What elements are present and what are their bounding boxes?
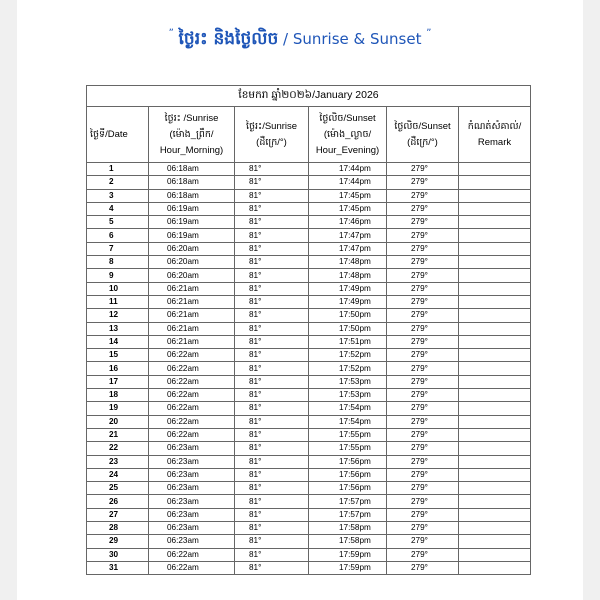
remark-cell [459, 548, 531, 561]
sunset-time-cell: 17:56pm [309, 468, 387, 481]
sunset-time-cell: 17:48pm [309, 256, 387, 269]
sunset-degree-cell: 279° [387, 455, 459, 468]
sunrise-degree-cell: 81° [235, 428, 309, 441]
sunrise-degree-cell: 81° [235, 282, 309, 295]
month-header: ខែមករា ឆ្នាំ២០២៦/January 2026 [87, 86, 531, 107]
date-cell: 17 [87, 375, 149, 388]
sunrise-time-cell: 06:23am [149, 442, 235, 455]
sunset-degree-cell: 279° [387, 322, 459, 335]
sunset-time-cell: 17:51pm [309, 335, 387, 348]
sunrise-degree-cell: 81° [235, 482, 309, 495]
date-cell: 12 [87, 309, 149, 322]
header-line: (ម៉ោង_ព្រឹក/ [169, 128, 214, 140]
table-row [87, 389, 531, 402]
sunrise-time-cell: 06:23am [149, 508, 235, 521]
table-row [87, 335, 531, 348]
header-line: ថ្ងៃរះ /Sunrise [164, 112, 219, 124]
table-row [87, 256, 531, 269]
sunrise-time-cell: 06:23am [149, 495, 235, 508]
header-line: ថ្ងៃលិច/Sunset [394, 120, 451, 132]
table-row [87, 495, 531, 508]
column-headers [87, 107, 531, 163]
date-cell: 3 [87, 189, 149, 202]
date-cell: 25 [87, 482, 149, 495]
header-line: ថ្ងៃលិច/Sunset [319, 112, 376, 124]
table-row [87, 548, 531, 561]
table-row [87, 522, 531, 535]
sunrise-degree-cell: 81° [235, 163, 309, 176]
date-cell: 20 [87, 415, 149, 428]
header-line: ថ្ងៃរះ/Sunrise [245, 120, 298, 132]
remark-cell [459, 561, 531, 574]
col-header-remark [459, 107, 531, 163]
date-cell: 4 [87, 202, 149, 215]
sunrise-degree-cell: 81° [235, 349, 309, 362]
sunrise-degree-cell: 81° [235, 561, 309, 574]
sunrise-time-cell: 06:23am [149, 535, 235, 548]
table-row [87, 455, 531, 468]
sunset-degree-cell: 279° [387, 242, 459, 255]
remark-cell [459, 495, 531, 508]
sunrise-time-cell: 06:23am [149, 482, 235, 495]
remark-cell [459, 468, 531, 481]
sunset-time-cell: 17:52pm [309, 349, 387, 362]
remark-cell [459, 295, 531, 308]
remark-cell [459, 256, 531, 269]
date-cell: 11 [87, 295, 149, 308]
sunset-time-cell: 17:46pm [309, 216, 387, 229]
date-cell: 22 [87, 442, 149, 455]
sunset-degree-cell: 279° [387, 269, 459, 282]
sunrise-time-cell: 06:23am [149, 522, 235, 535]
date-cell: 15 [87, 349, 149, 362]
sunset-time-cell: 17:50pm [309, 322, 387, 335]
sunrise-degree-cell: 81° [235, 522, 309, 535]
sunrise-degree-cell: 81° [235, 256, 309, 269]
table-row [87, 322, 531, 335]
sunrise-time-cell: 06:20am [149, 269, 235, 282]
sunrise-degree-cell: 81° [235, 295, 309, 308]
sunset-degree-cell: 279° [387, 282, 459, 295]
sunset-time-cell: 17:53pm [309, 389, 387, 402]
remark-cell [459, 362, 531, 375]
date-cell: 23 [87, 455, 149, 468]
remark-cell [459, 349, 531, 362]
table-row [87, 242, 531, 255]
sunrise-degree-cell: 81° [235, 216, 309, 229]
sunrise-time-cell: 06:19am [149, 216, 235, 229]
sunset-time-cell: 17:59pm [309, 548, 387, 561]
table-row [87, 309, 531, 322]
date-cell: 26 [87, 495, 149, 508]
sunrise-degree-cell: 81° [235, 242, 309, 255]
sunrise-time-cell: 06:22am [149, 548, 235, 561]
remark-cell [459, 229, 531, 242]
sunset-time-cell: 17:49pm [309, 282, 387, 295]
header-line: Hour_Evening) [315, 144, 380, 156]
date-cell: 6 [87, 229, 149, 242]
date-cell: 2 [87, 176, 149, 189]
sunset-degree-cell: 279° [387, 428, 459, 441]
table-row [87, 362, 531, 375]
date-cell: 29 [87, 535, 149, 548]
sunset-degree-cell: 279° [387, 522, 459, 535]
table-row [87, 561, 531, 574]
sunrise-degree-cell: 81° [235, 495, 309, 508]
sunrise-time-cell: 06:21am [149, 295, 235, 308]
sunset-time-cell: 17:55pm [309, 442, 387, 455]
table-row [87, 176, 531, 189]
table-row [87, 295, 531, 308]
date-cell: 1 [87, 163, 149, 176]
remark-cell [459, 163, 531, 176]
sunset-degree-cell: 279° [387, 482, 459, 495]
document-page [17, 0, 583, 600]
date-cell: 28 [87, 522, 149, 535]
header-line: Remark [477, 136, 512, 148]
sunset-time-cell: 17:47pm [309, 242, 387, 255]
col-header-sunrise-time [149, 107, 235, 163]
sun-times-table [86, 85, 531, 575]
sunset-degree-cell: 279° [387, 349, 459, 362]
date-cell: 9 [87, 269, 149, 282]
sunrise-time-cell: 06:23am [149, 468, 235, 481]
sunset-degree-cell: 279° [387, 163, 459, 176]
sunrise-degree-cell: 81° [235, 389, 309, 402]
sunrise-degree-cell: 81° [235, 415, 309, 428]
sunrise-time-cell: 06:18am [149, 176, 235, 189]
sunrise-degree-cell: 81° [235, 468, 309, 481]
table-row [87, 375, 531, 388]
sunrise-time-cell: 06:19am [149, 202, 235, 215]
sunrise-time-cell: 06:22am [149, 349, 235, 362]
date-cell: 27 [87, 508, 149, 521]
sunset-time-cell: 17:58pm [309, 522, 387, 535]
sunset-degree-cell: 279° [387, 495, 459, 508]
sunset-time-cell: 17:57pm [309, 508, 387, 521]
date-cell: 7 [87, 242, 149, 255]
sunset-degree-cell: 279° [387, 202, 459, 215]
remark-cell [459, 415, 531, 428]
sunrise-degree-cell: 81° [235, 176, 309, 189]
sunset-degree-cell: 279° [387, 362, 459, 375]
table-row [87, 282, 531, 295]
remark-cell [459, 242, 531, 255]
sunrise-degree-cell: 81° [235, 535, 309, 548]
sunset-time-cell: 17:44pm [309, 163, 387, 176]
sunset-time-cell: 17:56pm [309, 482, 387, 495]
date-cell: 18 [87, 389, 149, 402]
remark-cell [459, 389, 531, 402]
table-row [87, 202, 531, 215]
sunrise-degree-cell: 81° [235, 309, 309, 322]
remark-cell [459, 402, 531, 415]
sunrise-degree-cell: 81° [235, 548, 309, 561]
title-open-quote: ˮ [168, 28, 174, 39]
sunset-time-cell: 17:48pm [309, 269, 387, 282]
remark-cell [459, 442, 531, 455]
sunrise-time-cell: 06:21am [149, 335, 235, 348]
sunset-degree-cell: 279° [387, 295, 459, 308]
sunset-degree-cell: 279° [387, 229, 459, 242]
remark-cell [459, 428, 531, 441]
date-cell: 16 [87, 362, 149, 375]
remark-cell [459, 508, 531, 521]
table-row [87, 442, 531, 455]
title-english: / Sunrise & Sunset [283, 30, 422, 48]
sunset-degree-cell: 279° [387, 216, 459, 229]
sunrise-time-cell: 06:19am [149, 229, 235, 242]
sunset-degree-cell: 279° [387, 548, 459, 561]
remark-cell [459, 282, 531, 295]
remark-cell [459, 455, 531, 468]
sunset-time-cell: 17:45pm [309, 202, 387, 215]
sunrise-time-cell: 06:20am [149, 256, 235, 269]
sunrise-time-cell: 06:21am [149, 309, 235, 322]
sunrise-degree-cell: 81° [235, 322, 309, 335]
date-cell: 8 [87, 256, 149, 269]
sunrise-time-cell: 06:22am [149, 415, 235, 428]
sunset-degree-cell: 279° [387, 535, 459, 548]
table-row [87, 468, 531, 481]
col-header-sunrise-deg [235, 107, 309, 163]
sunrise-time-cell: 06:22am [149, 402, 235, 415]
sunrise-time-cell: 06:18am [149, 163, 235, 176]
remark-cell [459, 189, 531, 202]
sunrise-degree-cell: 81° [235, 202, 309, 215]
sunrise-degree-cell: 81° [235, 335, 309, 348]
date-cell: 21 [87, 428, 149, 441]
sunrise-degree-cell: 81° [235, 508, 309, 521]
sunset-time-cell: 17:53pm [309, 375, 387, 388]
sunset-degree-cell: 279° [387, 561, 459, 574]
date-cell: 10 [87, 282, 149, 295]
date-cell: 14 [87, 335, 149, 348]
remark-cell [459, 176, 531, 189]
sunrise-degree-cell: 81° [235, 455, 309, 468]
table-row [87, 216, 531, 229]
table-row [87, 508, 531, 521]
sunrise-time-cell: 06:20am [149, 242, 235, 255]
sunrise-degree-cell: 81° [235, 269, 309, 282]
remark-cell [459, 322, 531, 335]
remark-cell [459, 522, 531, 535]
table-row [87, 189, 531, 202]
sunset-degree-cell: 279° [387, 335, 459, 348]
page-title [17, 28, 583, 53]
date-cell: 31 [87, 561, 149, 574]
table-row [87, 428, 531, 441]
header-line: (ដឺក្រេ/°) [256, 136, 287, 148]
sunrise-time-cell: 06:22am [149, 561, 235, 574]
sunset-time-cell: 17:45pm [309, 189, 387, 202]
date-cell: 19 [87, 402, 149, 415]
table-row [87, 535, 531, 548]
sunset-time-cell: 17:44pm [309, 176, 387, 189]
sunrise-degree-cell: 81° [235, 229, 309, 242]
sunrise-time-cell: 06:18am [149, 189, 235, 202]
sunset-degree-cell: 279° [387, 468, 459, 481]
table-row [87, 482, 531, 495]
header-line: Hour_Morning) [159, 144, 224, 156]
remark-cell [459, 335, 531, 348]
table-row [87, 402, 531, 415]
sunrise-time-cell: 06:21am [149, 282, 235, 295]
date-cell: 5 [87, 216, 149, 229]
sunset-time-cell: 17:54pm [309, 402, 387, 415]
sunset-time-cell: 17:54pm [309, 415, 387, 428]
remark-cell [459, 202, 531, 215]
header-line: (ម៉ោង_ល្ងាច/ [323, 128, 372, 140]
table-row [87, 269, 531, 282]
sunrise-time-cell: 06:22am [149, 428, 235, 441]
remark-cell [459, 375, 531, 388]
sunset-degree-cell: 279° [387, 415, 459, 428]
sunset-time-cell: 17:59pm [309, 561, 387, 574]
sunrise-degree-cell: 81° [235, 362, 309, 375]
sunset-time-cell: 17:50pm [309, 309, 387, 322]
date-cell: 13 [87, 322, 149, 335]
sunset-time-cell: 17:49pm [309, 295, 387, 308]
sunset-degree-cell: 279° [387, 375, 459, 388]
sunrise-degree-cell: 81° [235, 189, 309, 202]
sunset-degree-cell: 279° [387, 256, 459, 269]
remark-cell [459, 535, 531, 548]
sunset-time-cell: 17:52pm [309, 362, 387, 375]
remark-cell [459, 482, 531, 495]
sunrise-time-cell: 06:21am [149, 322, 235, 335]
date-cell: 30 [87, 548, 149, 561]
sunset-time-cell: 17:58pm [309, 535, 387, 548]
sunset-time-cell: 17:56pm [309, 455, 387, 468]
col-header-sunset-time [309, 107, 387, 163]
sunset-time-cell: 17:55pm [309, 428, 387, 441]
title-close-quote: ˮ [426, 28, 432, 39]
col-header-date: ថ្ងៃទី/Date [87, 107, 149, 163]
sunset-degree-cell: 279° [387, 309, 459, 322]
title-khmer: ថ្ងៃរះ និងថ្ងៃលិច [178, 29, 279, 49]
sunrise-time-cell: 06:22am [149, 375, 235, 388]
sunset-degree-cell: 279° [387, 389, 459, 402]
date-cell: 24 [87, 468, 149, 481]
remark-cell [459, 269, 531, 282]
sunset-degree-cell: 279° [387, 508, 459, 521]
sunrise-degree-cell: 81° [235, 402, 309, 415]
sunset-time-cell: 17:57pm [309, 495, 387, 508]
table-row [87, 349, 531, 362]
header-line: កំណត់សំគាល់/ [467, 120, 522, 132]
sunrise-time-cell: 06:22am [149, 362, 235, 375]
table-row [87, 163, 531, 176]
table-body [87, 163, 531, 575]
remark-cell [459, 309, 531, 322]
sunset-degree-cell: 279° [387, 176, 459, 189]
header-line: (ដឺក្រេ/°) [407, 136, 438, 148]
sunrise-time-cell: 06:23am [149, 455, 235, 468]
sunrise-degree-cell: 81° [235, 375, 309, 388]
sunset-degree-cell: 279° [387, 402, 459, 415]
table-row [87, 415, 531, 428]
sunrise-time-cell: 06:22am [149, 389, 235, 402]
col-header-sunset-deg [387, 107, 459, 163]
table-row [87, 229, 531, 242]
remark-cell [459, 216, 531, 229]
sunset-time-cell: 17:47pm [309, 229, 387, 242]
sunset-degree-cell: 279° [387, 189, 459, 202]
sunset-degree-cell: 279° [387, 442, 459, 455]
sunrise-degree-cell: 81° [235, 442, 309, 455]
